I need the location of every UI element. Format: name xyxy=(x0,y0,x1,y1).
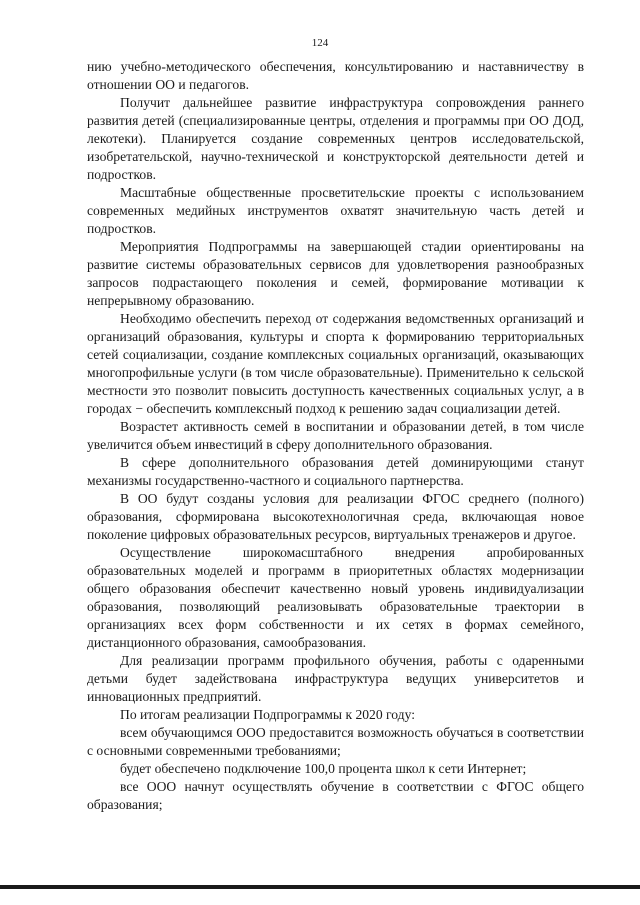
paragraph: В сфере дополнительного образования детей доминирующими станут механизмы государственно-частного и социального партнерства. xyxy=(87,455,584,488)
paragraph: Возрастет активность семей в воспитании и образовании детей, в том числе увеличится объем инвестиций в сферу дополнительного образования. xyxy=(87,419,584,452)
list-item: все ООО начнут осуществлять обучение в соответствии с ФГОС общего образования; xyxy=(87,779,584,812)
paragraph: Необходимо обеспечить переход от содержания ведомственных организаций и организаций образования, культуры и спорта к формированию территориальных сетей социализации, создание комплексных социальных организаций, оказывающих многопрофильные услуги (в том числе образовательные). Применительно к сельской местности это позволит повысить доступность качественных социальных услуг, а в городах − обеспечить комплексный подход к решению задач социализации детей. xyxy=(87,311,584,416)
document-body xyxy=(87,58,584,814)
paragraph: Масштабные общественные просветительские проекты с использованием современных медийных инструментов охватят значительную часть детей и подростков. xyxy=(87,185,584,236)
paragraph: Мероприятия Подпрограммы на завершающей стадии ориентированы на развитие системы образовательных сервисов для удовлетворения разнообразных запросов подрастающего поколения и семей, формирование мотивации к непрерывному образованию. xyxy=(87,239,584,308)
paragraph: Для реализации программ профильного обучения, работы с одаренными детьми будет задействована инфраструктура ведущих университетов и инновационных предприятий. xyxy=(87,653,584,704)
list-item: будет обеспечено подключение 100,0 процента школ к сети Интернет; xyxy=(120,761,527,776)
paragraph: В ОО будут созданы условия для реализации ФГОС среднего (полного) образования, сформирована высокотехнологичная среда, включающая новое поколение цифровых образовательных ресурсов, виртуальных тренажеров и другое. xyxy=(87,491,584,542)
bottom-divider xyxy=(0,885,640,889)
list-item: всем обучающимся ООО предоставится возможность обучаться в соответствии с основными современными требованиями; xyxy=(87,725,584,758)
paragraph: Получит дальнейшее развитие инфраструктура сопровождения раннего развития детей (специализированные центры, отделения и программы при ОО ДОД, лекотеки). Планируется создание современных центров исследовательской, изобретательской, научно-технической и конструкторской деятельности детей и подростков. xyxy=(87,95,584,182)
page-number: 124 xyxy=(311,37,329,49)
paragraph: нию учебно-методического обеспечения, консультированию и наставничеству в отношении ОО и педагогов. xyxy=(87,59,584,92)
paragraph: Осуществление широкомасштабного внедрения апробированных образовательных моделей и программ в приоритетных областях модернизации общего образования обеспечит качественно новый уровень индивидуализации образования, позволяющий реализовывать образовательные траектории в организациях всех форм собственности и их сетях в формах семейного, дистанционного образования, самообразования. xyxy=(87,545,584,650)
paragraph: По итогам реализации Подпрограммы к 2020 году: xyxy=(120,707,415,722)
